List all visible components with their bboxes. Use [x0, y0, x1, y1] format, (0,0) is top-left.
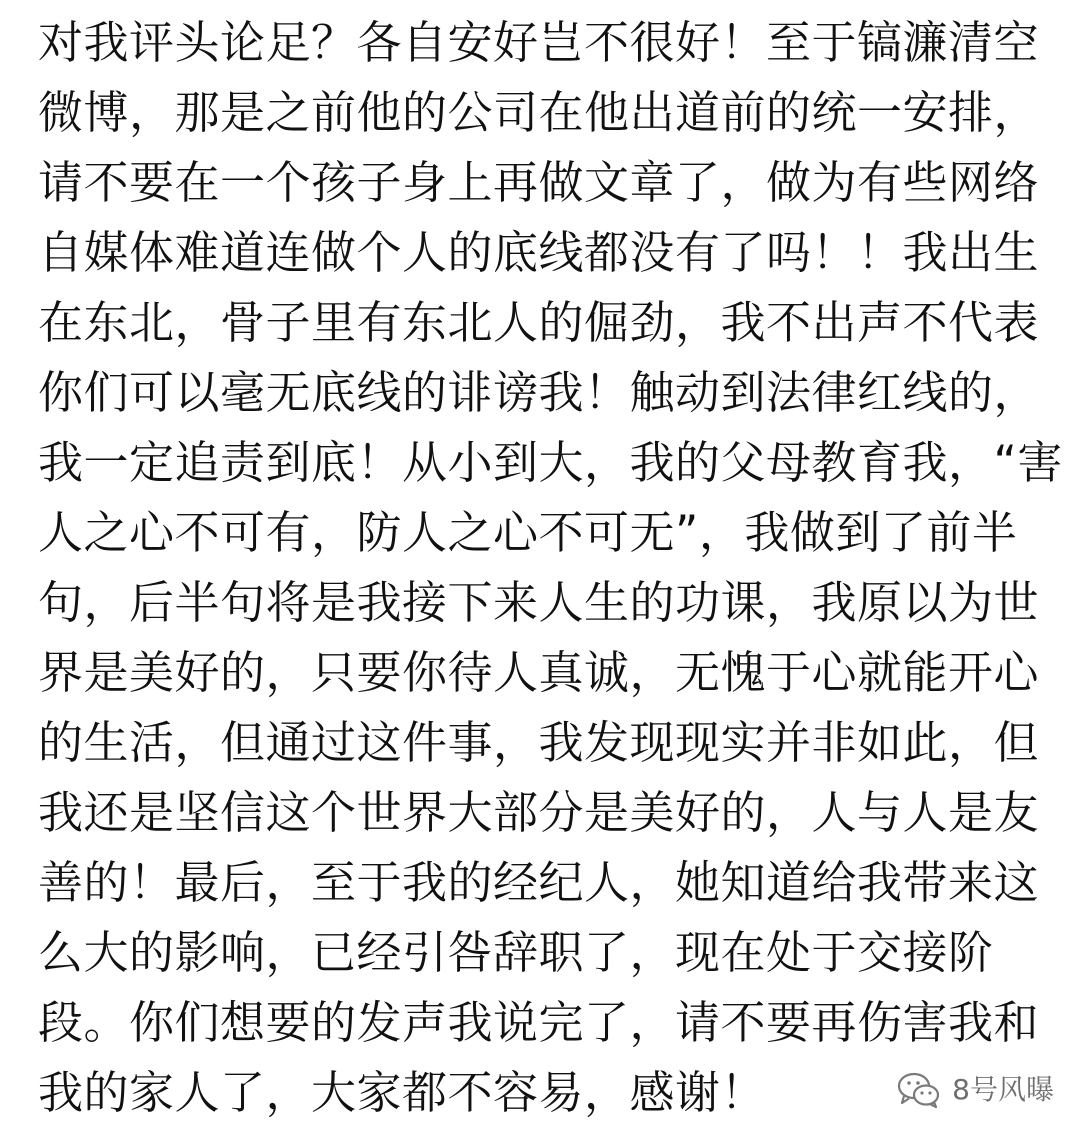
- text-line: 段。你们想要的发声我说完了，请不要再伤害我和: [38, 996, 1040, 1049]
- text-line: 自媒体难道连做个人的底线都没有了吗！！我出生: [38, 226, 1040, 279]
- text-line: 请不要在一个孩子身上再做文章了，做为有些网络: [38, 156, 1040, 209]
- text-line: 对我评头论足？各自安好岂不很好！至于镐濂清空: [38, 16, 1040, 69]
- watermark: [896, 1068, 1054, 1112]
- text-line: 我的家人了，大家都不容易，感谢！: [38, 1066, 767, 1119]
- text-line: 么大的影响，已经引咎辞职了，现在处于交接阶: [38, 926, 994, 979]
- text-line: 你们可以毫无底线的诽谤我！触动到法律红线的，: [38, 366, 1040, 419]
- text-line: 界是美好的，只要你待人真诚，无愧于心就能开心: [38, 646, 1040, 699]
- text-line: 句，后半句将是我接下来人生的功课，我原以为世: [38, 576, 1040, 629]
- text-line: 我一定追责到底！从小到大，我的父母教育我，“害: [38, 436, 1063, 489]
- text-line: 的生活，但通过这件事，我发现现实并非如此，但: [38, 716, 1040, 769]
- text-line: 我还是坚信这个世界大部分是美好的，人与人是友: [38, 786, 1040, 839]
- text-line: 在东北，骨子里有东北人的倔劲，我不出声不代表: [38, 296, 1040, 349]
- text-line: 善的！最后，至于我的经纪人，她知道给我带来这: [38, 856, 1040, 909]
- text-line: 微博，那是之前他的公司在他出道前的统一安排，: [38, 86, 1040, 139]
- watermark-text: 8号风曝: [952, 1073, 1054, 1106]
- wechat-icon: [896, 1070, 942, 1110]
- text-line: 人之心不可有，防人之心不可无”，我做到了前半: [38, 506, 1018, 559]
